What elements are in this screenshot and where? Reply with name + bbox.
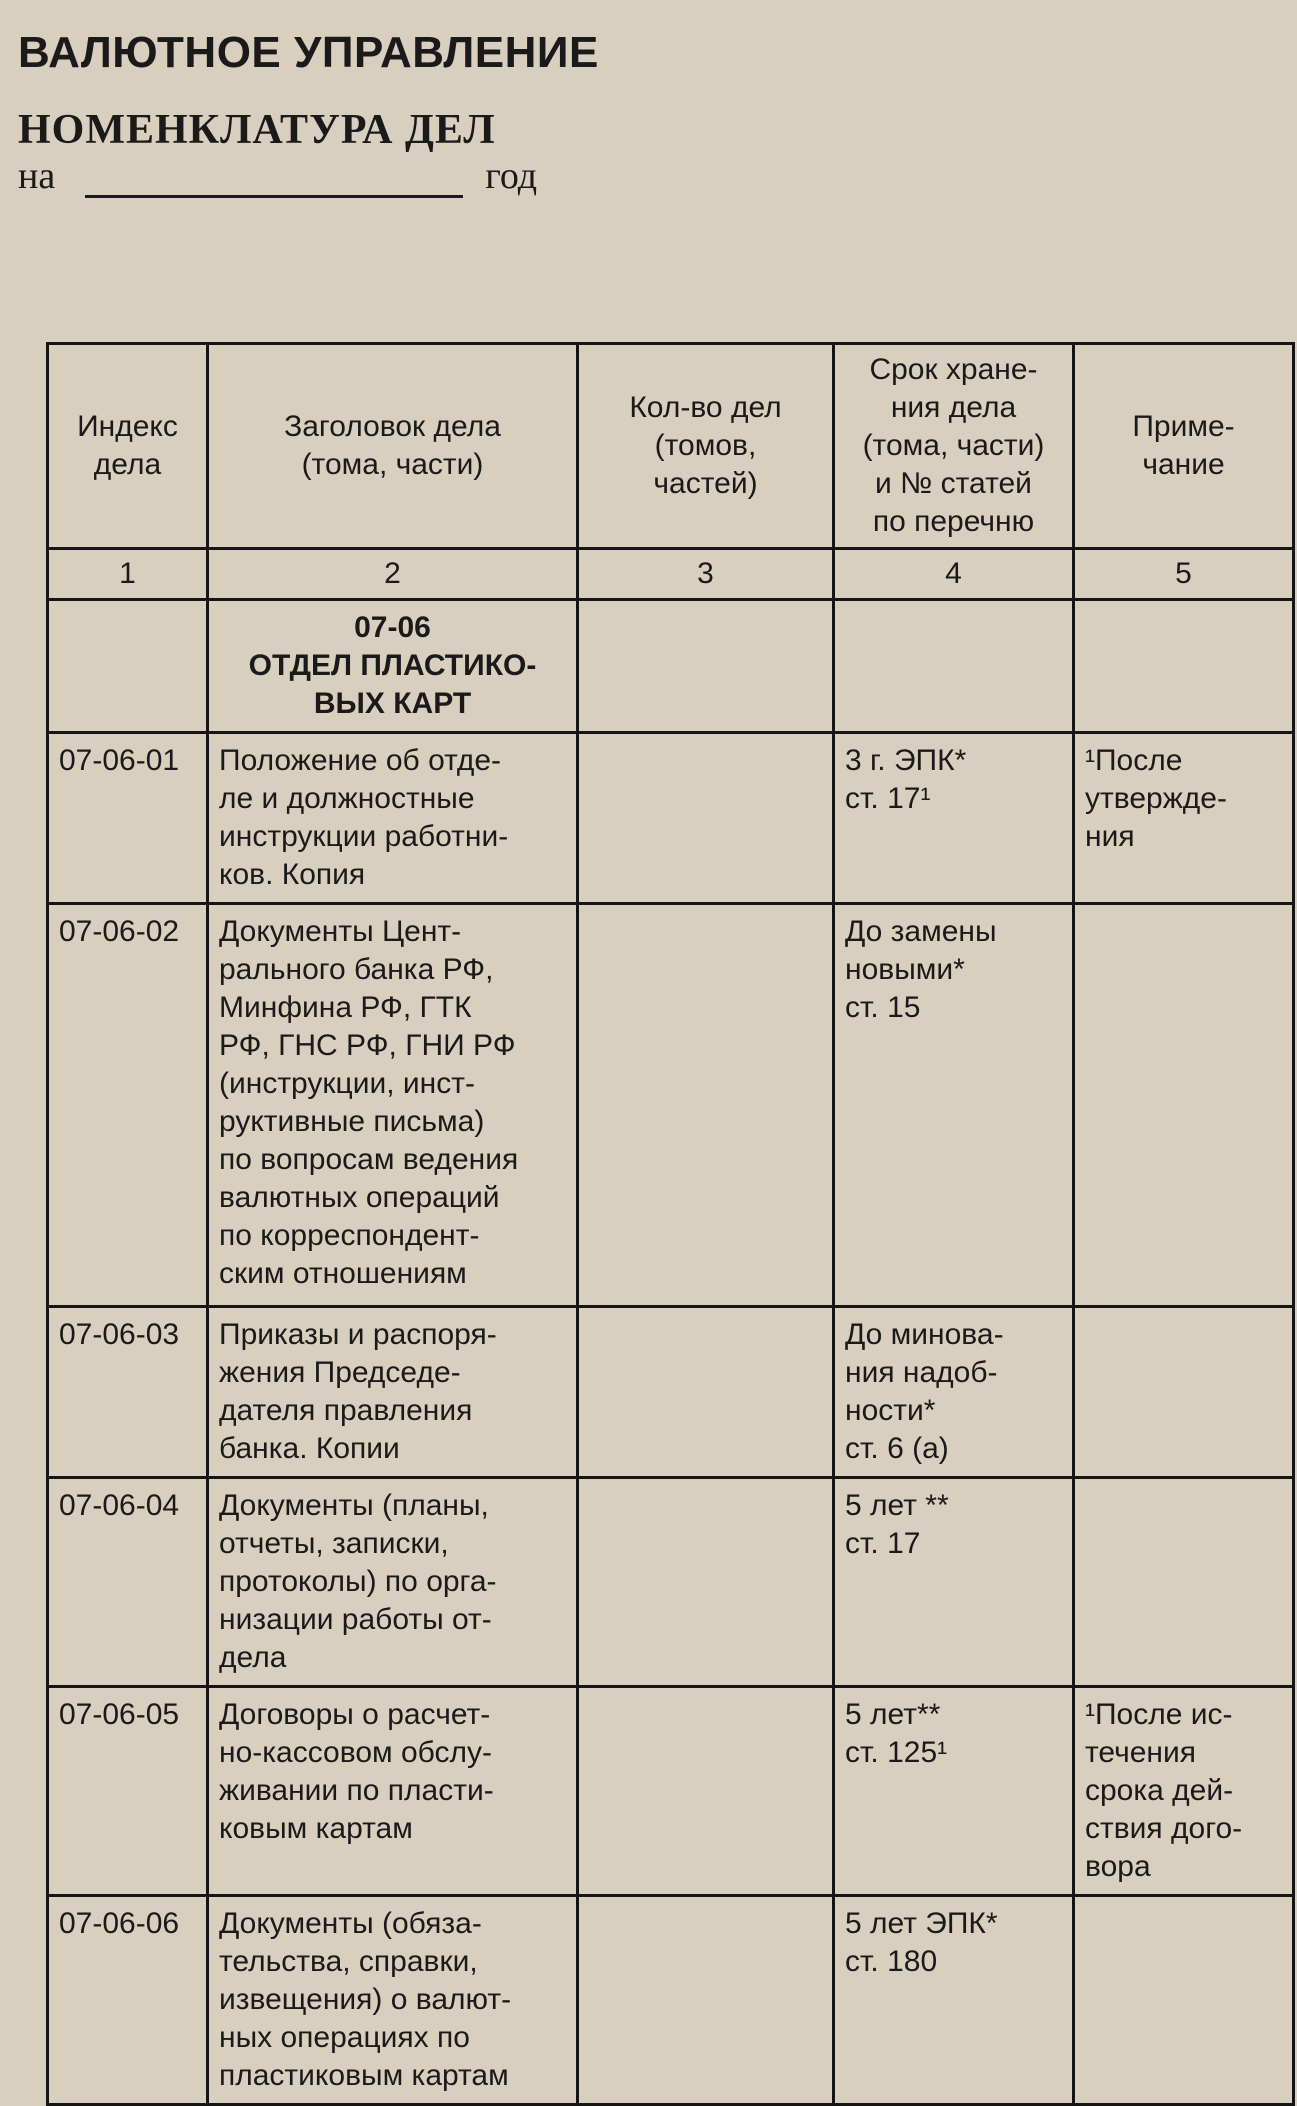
column-header-index: Индекс дела <box>48 344 208 549</box>
section-heading <box>208 600 578 733</box>
nomenclature-table <box>46 342 1295 2106</box>
column-number: 5 <box>1074 549 1294 600</box>
case-retention-term: До замены новыми* ст. 15 <box>834 904 1074 1307</box>
case-retention-term: 5 лет ЭПК* ст. 180 <box>834 1896 1074 2105</box>
year-blank-field <box>85 159 463 198</box>
column-number: 4 <box>834 549 1074 600</box>
section-empty-cell <box>578 600 834 733</box>
case-title: Документы (обяза- тельства, справки, извещения) о валют- ных операциях по пластиковым картам <box>208 1896 578 2105</box>
table-row <box>48 1478 1294 1687</box>
case-note <box>1074 1896 1294 2105</box>
case-index: 07-06-02 <box>48 904 208 1307</box>
case-quantity <box>578 904 834 1307</box>
section-title: ОТДЕЛ ПЛАСТИКО- ВЫХ КАРТ <box>248 649 537 720</box>
case-title: Документы (планы, отчеты, записки, протоколы) по орга- низации работы от- дела <box>208 1478 578 1687</box>
case-note <box>1074 904 1294 1307</box>
table-row <box>48 904 1294 1307</box>
case-retention-term: 3 г. ЭПК* ст. 17¹ <box>834 733 1074 904</box>
department-heading: ВАЛЮТНОЕ УПРАВЛЕНИЕ <box>18 28 599 77</box>
table-row <box>48 1896 1294 2105</box>
column-number: 1 <box>48 549 208 600</box>
column-header-retention-term: Срок хране- ния дела (тома, части) и № статей по перечню <box>834 344 1074 549</box>
case-index: 07-06-01 <box>48 733 208 904</box>
year-prefix: на <box>18 155 56 197</box>
case-title: Положение об отде- ле и должностные инструкции работни- ков. Копия <box>208 733 578 904</box>
section-empty-cell <box>834 600 1074 733</box>
case-quantity <box>578 1896 834 2105</box>
case-quantity <box>578 1687 834 1896</box>
section-row <box>48 600 1294 733</box>
table-row <box>48 733 1294 904</box>
case-retention-term: 5 лет** ст. 125¹ <box>834 1687 1074 1896</box>
case-index: 07-06-04 <box>48 1478 208 1687</box>
document-title: НОМЕНКЛАТУРА ДЕЛ <box>18 107 496 153</box>
case-retention-term: 5 лет ** ст. 17 <box>834 1478 1074 1687</box>
year-line <box>18 154 537 198</box>
case-note <box>1074 1307 1294 1478</box>
case-title: Договоры о расчет- но-кассовом обслу- живании по пласти- ковым картам <box>208 1687 578 1896</box>
case-quantity <box>578 1478 834 1687</box>
case-note: ¹После утвержде- ния <box>1074 733 1294 904</box>
column-header-title: Заголовок дела (тома, части) <box>208 344 578 549</box>
column-number-row <box>48 549 1294 600</box>
case-note <box>1074 1478 1294 1687</box>
column-header-note: Приме- чание <box>1074 344 1294 549</box>
table-header-row <box>48 344 1294 549</box>
case-title: Документы Цент- рального банка РФ, Минфина РФ, ГТК РФ, ГНС РФ, ГНИ РФ (инструкции, инст- руктивные письма) по вопросам ведения валютных операций по корреспондент- ским отношениям <box>208 904 578 1307</box>
column-header-quantity: Кол-во дел (томов, частей) <box>578 344 834 549</box>
year-suffix: год <box>485 155 538 197</box>
case-index: 07-06-03 <box>48 1307 208 1478</box>
section-empty-cell <box>48 600 208 733</box>
table-row <box>48 1687 1294 1896</box>
section-code: 07-06 <box>354 611 431 644</box>
case-index: 07-06-06 <box>48 1896 208 2105</box>
column-number: 2 <box>208 549 578 600</box>
case-index: 07-06-05 <box>48 1687 208 1896</box>
case-note: ¹После ис- течения срока дей- ствия дого- вора <box>1074 1687 1294 1896</box>
section-empty-cell <box>1074 600 1294 733</box>
case-retention-term: До минова- ния надоб- ности* ст. 6 (а) <box>834 1307 1074 1478</box>
case-title: Приказы и распоря- жения Председе- дателя правления банка. Копии <box>208 1307 578 1478</box>
case-quantity <box>578 733 834 904</box>
table-row <box>48 1307 1294 1478</box>
column-number: 3 <box>578 549 834 600</box>
case-quantity <box>578 1307 834 1478</box>
